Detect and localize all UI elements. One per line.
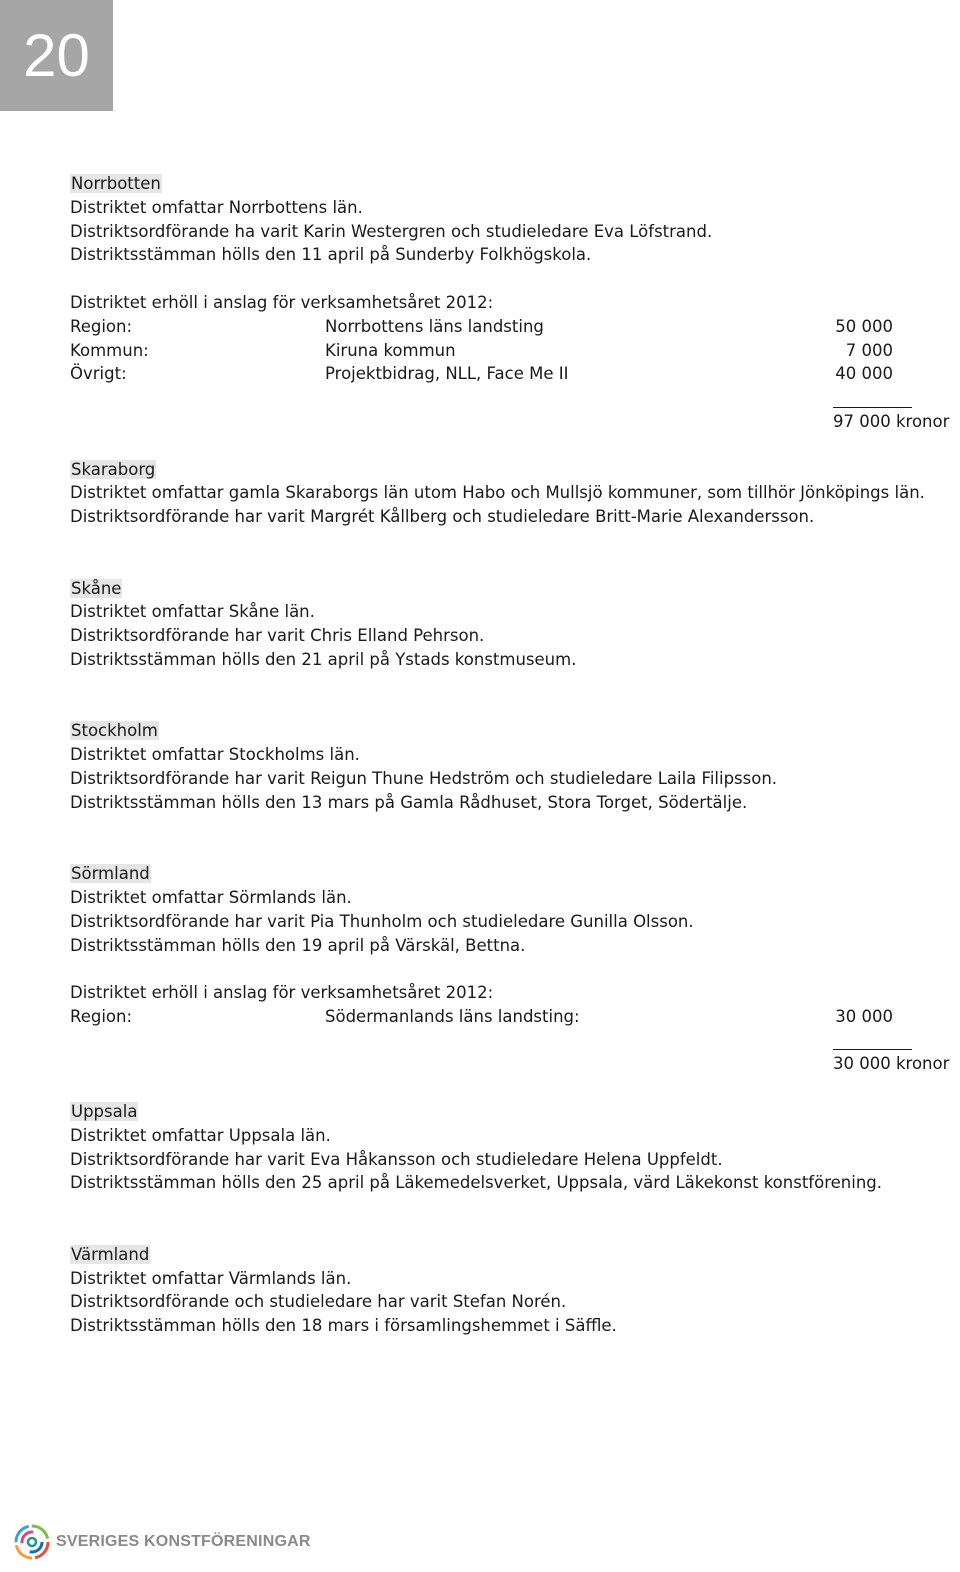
section-text: Distriktsordförande har varit Pia Thunholm och studieledare Gunilla Olsson. bbox=[70, 911, 694, 931]
section-text: Distriktsordförande har varit Reigun Thune Hedström och studieledare Laila Filipsson. bbox=[70, 768, 778, 788]
grant-type: Region: bbox=[70, 1006, 133, 1026]
section-text: Distriktsstämman hölls den 25 april på Läkemedelsverket, Uppsala, värd Läkekonst konstförening. bbox=[70, 1173, 882, 1193]
section-heading-sormland: Sörmland bbox=[71, 864, 150, 884]
page-number-box bbox=[0, 0, 113, 111]
grant-total: 97 000 kronor bbox=[833, 411, 950, 431]
page-number: 20 bbox=[23, 22, 90, 89]
grant-amount: 7 000 bbox=[845, 340, 893, 360]
grant-total: 30 000 kronor bbox=[833, 1054, 950, 1074]
grant-row bbox=[70, 315, 960, 339]
section-heading-skaraborg: Skaraborg bbox=[71, 459, 156, 479]
grant-amount: 40 000 bbox=[835, 364, 893, 384]
section-text: Distriktsordförande har varit Margrét Kållberg och studieledare Britt-Marie Alexandersson. bbox=[70, 507, 815, 527]
grant-type: Kommun: bbox=[70, 340, 149, 360]
section-text: Distriktet omfattar Sörmlands län. bbox=[70, 887, 352, 907]
section-text: Distriktsstämman hölls den 21 april på Ystads konstmuseum. bbox=[70, 649, 577, 669]
section-text: Distriktsordförande ha varit Karin Westergren och studieledare Eva Löfstrand. bbox=[70, 221, 713, 241]
section-text: Distriktet omfattar Uppsala län. bbox=[70, 1125, 331, 1145]
section-heading-skane: Skåne bbox=[71, 578, 122, 598]
grant-amount: 30 000 bbox=[835, 1006, 893, 1026]
grant-row bbox=[70, 362, 960, 386]
footer-brand: SVERIGES KONSTFÖRENINGAR bbox=[56, 1533, 311, 1550]
section-text: Distriktsordförande har varit Chris Elland Pehrson. bbox=[70, 626, 485, 646]
grant-intro: Distriktet erhöll i anslag för verksamhetsåret 2012: bbox=[70, 983, 494, 1003]
section-text: Distriktet omfattar Skåne län. bbox=[70, 602, 315, 622]
section-text: Distriktsordförande har varit Eva Håkansson och studieledare Helena Uppfeldt. bbox=[70, 1149, 723, 1169]
grant-type: Region: bbox=[70, 316, 133, 336]
section-text: Distriktet omfattar Värmlands län. bbox=[70, 1268, 352, 1288]
footer-logo bbox=[14, 1524, 311, 1560]
section-heading-uppsala: Uppsala bbox=[71, 1102, 138, 1122]
total-divider bbox=[70, 1029, 960, 1053]
section-text: Distriktsstämman hölls den 11 april på Sunderby Folkhögskola. bbox=[70, 245, 592, 265]
section-text: Distriktet omfattar Norrbottens län. bbox=[70, 197, 363, 217]
document-body bbox=[70, 172, 960, 1338]
grant-row bbox=[70, 1005, 960, 1029]
section-text: Distriktsstämman hölls den 13 mars på Gamla Rådhuset, Stora Torget, Södertälje. bbox=[70, 792, 748, 812]
grant-intro: Distriktet erhöll i anslag för verksamhetsåret 2012: bbox=[70, 292, 494, 312]
section-text: Distriktet omfattar gamla Skaraborgs län utom Habo och Mullsjö kommuner, som tillhör Jönköpings län. bbox=[70, 483, 925, 503]
section-text: Distriktsstämman hölls den 18 mars i församlingshemmet i Säffle. bbox=[70, 1316, 617, 1336]
section-text: Distriktet omfattar Stockholms län. bbox=[70, 745, 360, 765]
section-text: Distriktsstämman hölls den 19 april på Värskäl, Bettna. bbox=[70, 935, 526, 955]
section-heading-norrbotten: Norrbotten bbox=[71, 174, 161, 193]
grant-type: Övrigt: bbox=[70, 364, 127, 384]
spiral-logo-icon bbox=[14, 1524, 50, 1560]
grant-source: Kiruna kommun bbox=[325, 340, 456, 360]
grant-source: Projektbidrag, NLL, Face Me II bbox=[325, 364, 569, 384]
section-heading-varmland: Värmland bbox=[71, 1244, 150, 1264]
grant-source: Norrbottens läns landsting bbox=[325, 316, 544, 336]
section-heading-stockholm: Stockholm bbox=[71, 721, 158, 741]
section-text: Distriktsordförande och studieledare har varit Stefan Norén. bbox=[70, 1292, 567, 1312]
grant-amount: 50 000 bbox=[835, 316, 893, 336]
total-divider bbox=[70, 386, 960, 410]
grant-source: Södermanlands läns landsting: bbox=[325, 1006, 580, 1026]
grant-row bbox=[70, 339, 960, 363]
